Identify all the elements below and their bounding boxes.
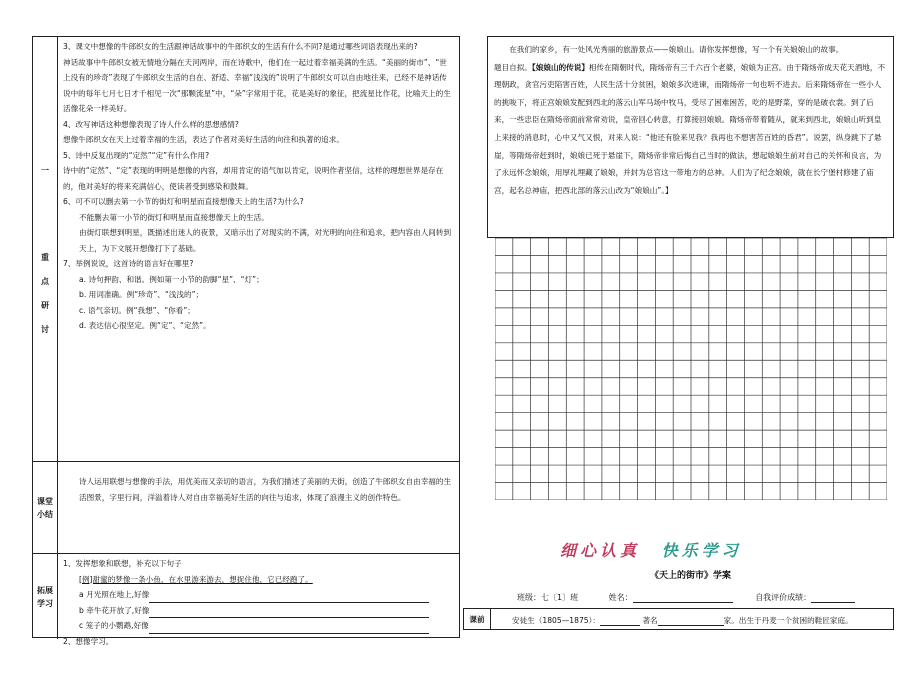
story-title: 【娘娘山的传说】 — [531, 62, 589, 72]
key-discussion-label — [33, 37, 58, 461]
q5: 5、诗中反复出现的“定然”“定”有什么作用? — [63, 150, 210, 160]
a7-c: c. 语气亲切。例“我想”、“你看”； — [79, 305, 195, 315]
a7-d: d. 表达信心很坚定。例“定”、“定然”。 — [79, 321, 211, 330]
q6: 6、可不可以删去第一小节的街灯和明星而直接想像天上的生活?为什么? — [63, 197, 304, 206]
pre-blank-1[interactable] — [600, 616, 640, 626]
a5: 诗中的“定然”、“定”表现的明明是想像的内容，却用肯定的语气加以肯定，说明作者坚信，这样的理想世界是存在的，他对美好的将来充满信心，使读者受到感染和鼓舞。 — [63, 166, 444, 191]
eval-label: 自我评价成绩： — [755, 593, 812, 602]
doc-title: 《天上的街市》学案 — [649, 571, 731, 581]
pre-class-row — [463, 608, 894, 630]
summary-label — [33, 462, 58, 553]
pre-text — [512, 615, 853, 626]
extend-content — [63, 556, 454, 649]
story-intro: 在我们的家乡，有一处风光秀丽的旅游景点——娘娘山。请你发挥想像，写一个有关娘娘山的故事。 — [509, 45, 844, 54]
summary-row — [33, 462, 459, 554]
extend-a: a 月光照在地上,好像 — [79, 590, 150, 599]
blank-c[interactable] — [149, 624, 429, 634]
extend-label-text: 拓展 学习 — [37, 585, 53, 608]
q4: 4、改写神话这种想像表现了诗人什么样的思想感情? — [63, 119, 239, 129]
name-label: 姓名： — [608, 593, 633, 602]
extend-q2: 2、想像学习。 — [63, 636, 114, 646]
a4: 想像牛郎织女在天上过着幸福的生活，表达了作者对美好生活的向往和执著的追求。 — [63, 135, 344, 144]
writing-grid[interactable] — [495, 238, 887, 500]
blank-b[interactable] — [149, 608, 429, 618]
key-num: 一 — [41, 166, 49, 175]
a7-b: b. 用词准确。例“珍奇”、“浅浅的”； — [79, 290, 204, 299]
key-discussion-row — [33, 37, 459, 462]
student-info — [487, 592, 894, 603]
motto-part-1: 细心认真 — [560, 541, 641, 560]
story-title-prefix: 题目自拟。 — [494, 62, 532, 72]
study-table — [32, 36, 460, 646]
name-field[interactable] — [633, 593, 733, 603]
extend-row — [33, 554, 459, 646]
extend-q1: 1、发挥想象和联想，补充以下句子 — [63, 559, 182, 568]
extend-c: c 笼子的小鹦鹉,好像 — [79, 621, 149, 630]
motto-part-2: 快乐学习 — [661, 541, 742, 560]
pre-text-b: 著名 — [642, 616, 658, 625]
summary-label-text: 课堂 小结 — [37, 496, 53, 519]
a6-2: 由街灯联想到明星，既描述出迷人的夜景，又暗示出了对现实的不满，对光明的向往和追求，把内容由人间转到天上，为下文展开想像打下了基础。 — [79, 228, 452, 253]
grid-lines — [495, 238, 887, 500]
key-discussion-content — [63, 39, 454, 334]
blank-a[interactable] — [149, 593, 429, 603]
pre-text-c: 家。出生于丹麦一个贫困的鞋匠家庭。 — [723, 616, 853, 625]
pre-text-a: 安徒生（1805—1875）： — [512, 616, 601, 625]
story-box — [487, 36, 894, 238]
motto-banner — [560, 538, 742, 561]
q7: 7、举例说说，这首诗的语言好在哪里? — [63, 259, 194, 268]
story-body: 相传在隋朝时代，隋炀帝有三千六百个老婆，娘娘为正宫。由于隋炀帝成天花天酒地，不理朝政，贪官污吏陷害百姓，人民生活十分贫困，娘娘多次进谏，而隋炀帝一句也听不进去。后来隋炀帝在一些小人的挑唆下，将正宫娘娘发配到西北的落云山军马场中牧马，受尽了困难困苦，吃的是野菜，穿的是破衣裳。到了后来，一些忠臣在隋炀帝面前常常劝说，皇帝回心转意，打算接回娘娘。隋炀帝带着随从，就来到西北，娘娘山听到皇上来接的消息时，心中又气又恨，对来人说：“他还有脸来见我？我再也不想害苦百姓的昏君”。说罢，纵身跳下了悬崖，等隋炀帝赶到时，娘娘已死于悬崖下，隋炀帝非常后悔自己当时的做法，想起娘娘生前对自己的关怀和良言，为了永远怀念娘娘，用厚礼埋藏了娘娘，并封为总官这一带地方的总神。人们为了纪念娘娘，就在长宁堡村修建了庙宫，起名总神庙，把西北部的落云山改为“娘娘山”。】 — [494, 62, 886, 195]
q3: 3、课文中想像的牛郎织女的生活跟神话故事中的牛郎织女的生活有什么不同?是通过哪些词语表现出来的? — [63, 42, 418, 51]
extend-label — [33, 554, 58, 639]
pre-blank-2[interactable] — [658, 616, 724, 626]
key-label-text: 重 点 研 讨 — [41, 253, 49, 334]
extend-b: b 牵牛花开放了,好像 — [79, 605, 150, 615]
summary-text: 诗人运用联想与想像的手法，用优美而又亲切的语言，为我们描述了美丽的天街，创造了牛郎织女自由幸福的生活图景，字里行间，洋溢着诗人对自由幸福美好生活的向往与追求，体现了浪漫主义的创作特色。 — [79, 477, 452, 502]
class-label: 班级：七〔1〕班 — [517, 593, 579, 602]
a7-a: a. 诗句押韵、和谐。例如第一小节的韵脚“星”、“灯”； — [79, 274, 264, 284]
extend-example: [例]甜蜜的梦像一条小鱼，在水里游来游去，想捉住他，它已经跑了。 — [79, 574, 313, 584]
a3: 神话故事中牛郎织女被无情地分隔在天河两岸，而在诗歌中，他们在一起过着幸福美满的生活。“美丽的街市”、“世上没有的珍奇”表现了牛郎织女生活的自在、舒适、幸福“浅浅的”说明了牛郎织女可以自由地往来，已经不是神话传说中的每年七月七日才千相见一次“那颗流星”中，“朵”字常用于花，花是美好的象征，把流星比作花，比喻天上的生活像花朵一样美好。 — [63, 57, 451, 113]
summary-content — [63, 474, 454, 506]
a6-1: 不能删去第一小节的街灯和明星而直接想像天上的生活。 — [79, 212, 269, 222]
eval-field[interactable] — [811, 593, 855, 603]
pre-label: 课前 — [464, 609, 491, 629]
